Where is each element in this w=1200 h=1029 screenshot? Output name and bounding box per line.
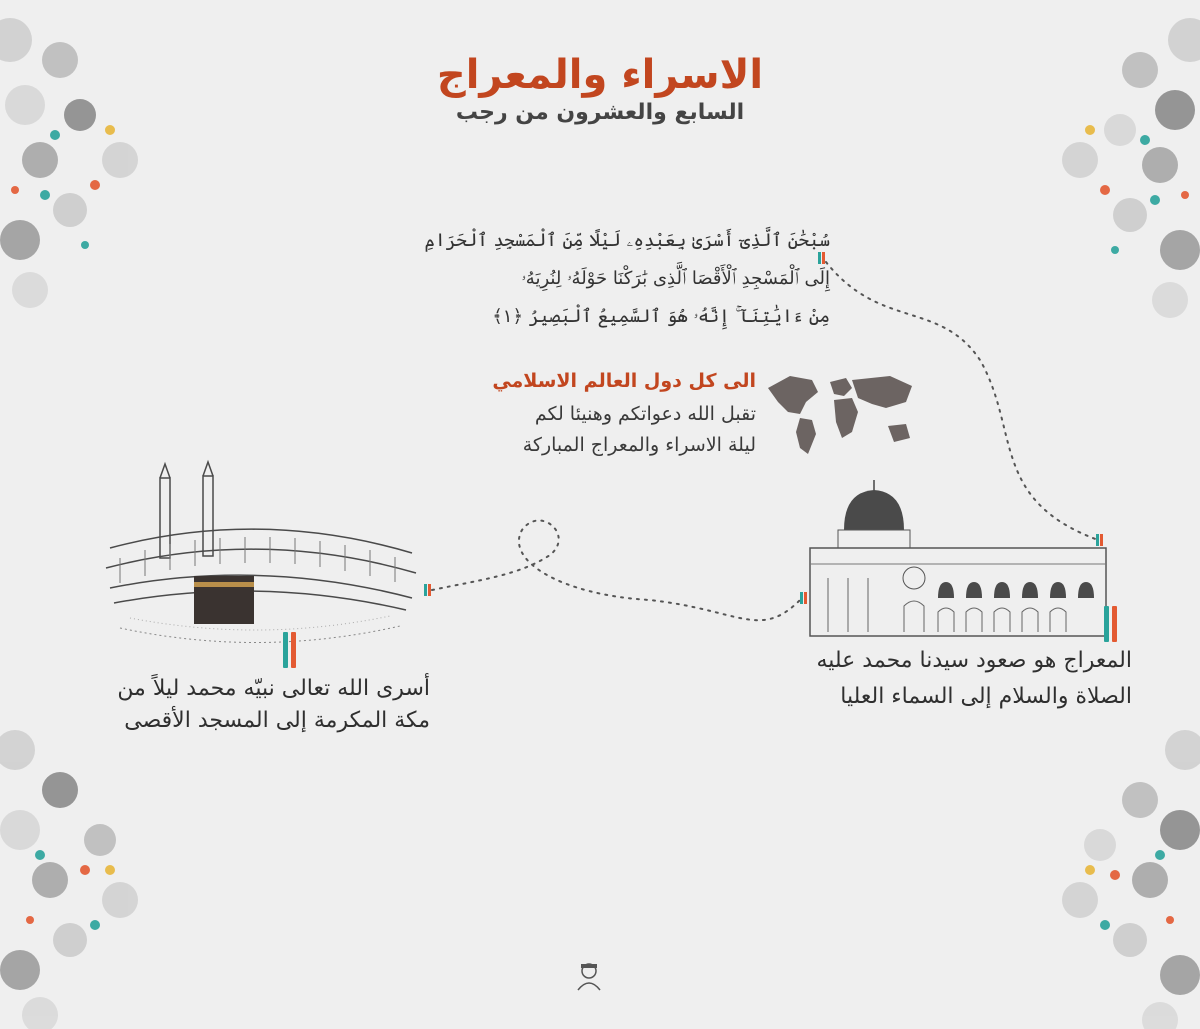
isra-caption-line: مكة المكرمة إلى المسجد الأقصى <box>124 708 430 733</box>
greeting-heading: الى كل دول العالم الاسلامي <box>492 370 756 392</box>
isra-caption-line: أسرى الله تعالى نبيّه محمد ليلاً من <box>117 676 430 701</box>
footer-logo-icon <box>574 958 604 992</box>
accent-bar-orange <box>1112 606 1117 642</box>
verse-line: مِنْ ءَايَٰتِنَآ ۚ إِنَّهُۥ هُوَ ٱلسَّمِيعُ ٱلْبَصِيرُ ﴿١﴾ <box>492 306 830 327</box>
accent-bar-orange <box>291 632 296 668</box>
verse-line: سُبْحَٰنَ ٱلَّذِىٓ أَسْرَىٰ بِعَبْدِهِۦ لَيْلًا مِّنَ ٱلْمَسْجِدِ ٱلْحَرَامِ <box>424 230 830 251</box>
kaaba-sketch <box>100 458 420 658</box>
page-subtitle: السابع والعشرون من رجب <box>455 100 745 125</box>
miraj-caption-line: الصلاة والسلام إلى السماء العليا <box>840 684 1132 709</box>
miraj-caption-line: المعراج هو صعود سيدنا محمد عليه <box>816 648 1132 673</box>
greeting-line: ليلة الاسراء والمعراج المباركة <box>522 434 756 456</box>
verse-line: إِلَى ٱلْمَسْجِدِ ٱلْأَقْصَا ٱلَّذِى بَٰرَكْنَا حَوْلَهُۥ لِنُرِيَهُۥ <box>521 268 830 289</box>
dome-of-the-rock-sketch <box>808 478 1108 638</box>
greeting-line: تقبل الله دعواتكم وهنيئا لكم <box>534 403 756 425</box>
accent-bar-teal <box>1104 606 1109 642</box>
page-title: الاسراء والمعراج <box>436 52 764 98</box>
accent-bar-teal <box>283 632 288 668</box>
